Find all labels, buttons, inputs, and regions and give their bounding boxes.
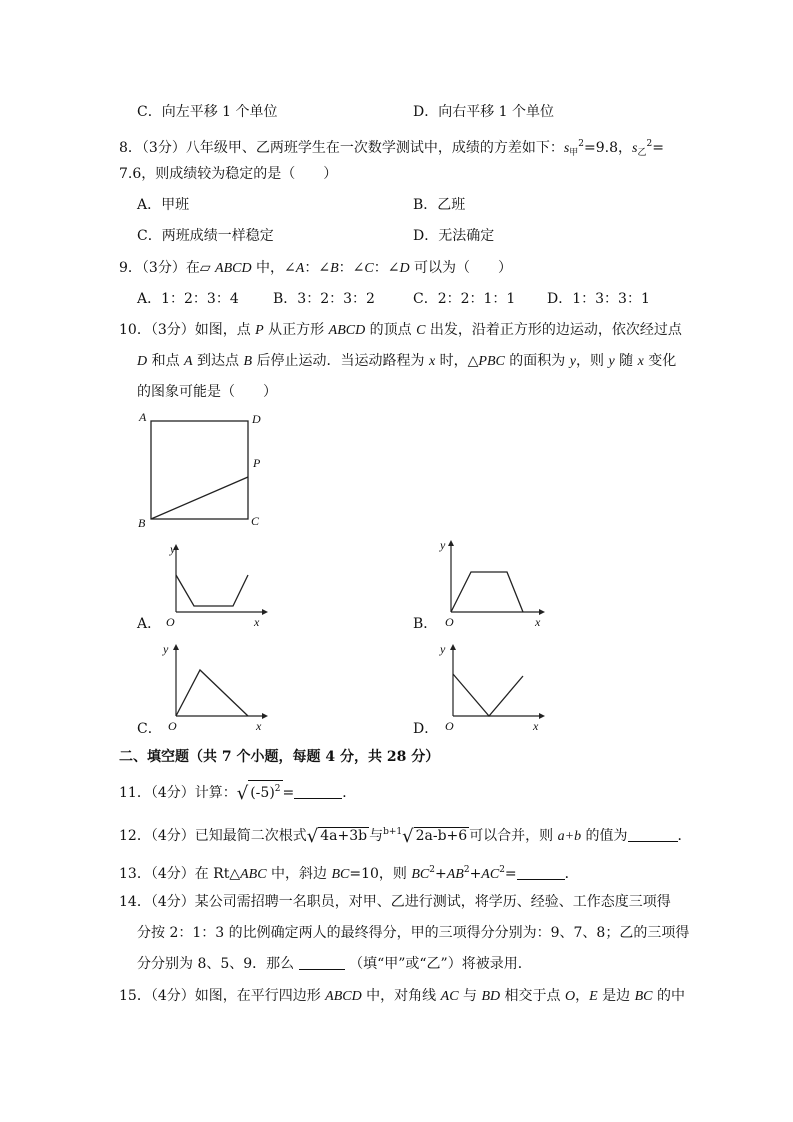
q10-option-b-label: B． (413, 616, 438, 632)
q9-option-c: C．2：2：1：1 (413, 291, 516, 307)
svg-text:y: y (163, 642, 169, 656)
q7-option-c: C．向左平移 1 个单位 (137, 104, 278, 120)
q8-option-d: D．无法确定 (413, 228, 495, 244)
q10-option-a-label: A． (137, 616, 162, 632)
q15-line1: 15．（4分）如图，在平行四边形 ABCD 中，对角线 AC 与 BD 相交于点 O，E 是边 BC 的中 (119, 988, 685, 1004)
q8-option-b: B．乙班 (413, 197, 466, 213)
q10-graph-c (160, 640, 270, 736)
fig-label-b: B (138, 516, 146, 530)
q8-stem-line1: 8．（3分）八年级甲、乙两班学生在一次数学测试中，成绩的方差如下：$s_甲^2=9.8$，$s_乙^2=$ (119, 139, 664, 158)
q8-stem-line2: 7.6，则成绩较为稳定的是（ ） (119, 166, 338, 182)
svg-text:x: x (535, 615, 541, 629)
q9-option-d: D．1：3：3：1 (547, 291, 650, 307)
section-2-heading: 二、填空题（共 7 个小题，每题 4 分，共 28 分） (119, 749, 440, 765)
svg-text:y: y (440, 642, 446, 656)
q11-stem: 11．（4分）计算：√ $(-5)^2$ = ． (119, 780, 356, 804)
fig-label-d: D (252, 412, 261, 426)
q9-option-b: B．3：2：3：2 (273, 291, 375, 307)
q10-option-d-label: D． (413, 721, 439, 737)
fig-label-c: C (251, 514, 260, 528)
q10-stem-line3: 的图象可能是（ ） (137, 384, 277, 400)
svg-text:O: O (168, 719, 177, 733)
q10-graph-d (437, 640, 547, 736)
q10-option-c-label: C． (137, 721, 162, 737)
q14-line3: 分分别为 8、5、9．那么 （填“甲”或“乙”）将被录用． (137, 956, 532, 972)
q8-option-a: A．甲班 (137, 197, 190, 213)
q12-stem: 12．（4分）已知最简二次根式√ 4a+3b 与$^{b+1}$√ 2a-b+6 可以合并，则 a+b 的值为 ． (119, 826, 692, 847)
q14-answer-blank (299, 955, 345, 970)
svg-text:y: y (440, 538, 446, 552)
q9-option-a: A．1：2：3：4 (137, 291, 239, 307)
q8-option-c: C．两班成绩一样稳定 (137, 228, 274, 244)
fig-label-p: P (253, 456, 261, 470)
q10-graph-b (437, 536, 547, 632)
q9-stem: 9．（3分）在▱ ABCD 中，∠A：∠B：∠C：∠D 可以为（ ） (119, 260, 513, 276)
q10-square-figure (135, 405, 270, 530)
q10-graph-a (160, 540, 270, 632)
q13-answer-blank (517, 865, 565, 880)
svg-text:x: x (533, 719, 539, 733)
q11-answer-blank (294, 784, 342, 799)
q14-line1: 14．（4分）某公司需招聘一名职员，对甲、乙进行测试，将学历、经验、工作态度三项得 (119, 894, 671, 910)
q12-answer-blank (628, 827, 678, 842)
svg-text:x: x (254, 615, 260, 629)
svg-text:x: x (256, 719, 262, 733)
q13-stem: 13．（4分）在 Rt△ABC 中，斜边 BC=10，则 $BC^2+AB^2+AC^2=$ ． (119, 865, 579, 882)
svg-text:O: O (166, 615, 175, 629)
svg-text:O: O (445, 615, 454, 629)
q7-option-d: D．向右平移 1 个单位 (413, 104, 555, 120)
svg-text:O: O (445, 719, 454, 733)
q10-stem-line2: D 和点 A 到达点 B 后停止运动．当运动路程为 x 时，△PBC 的面积为 y，则 y 随 x 变化 (137, 353, 677, 369)
q10-stem-line1: 10．（3分）如图，点 P 从正方形 ABCD 的顶点 C 出发，沿着正方形的边运动，依次经过点 (119, 322, 682, 338)
q14-line2: 分按 2：1：3 的比例确定两人的最终得分，甲的三项得分分别为：9、7、8；乙的三项得 (137, 925, 690, 941)
svg-text:y: y (170, 542, 176, 556)
fig-label-a: A (139, 410, 147, 424)
